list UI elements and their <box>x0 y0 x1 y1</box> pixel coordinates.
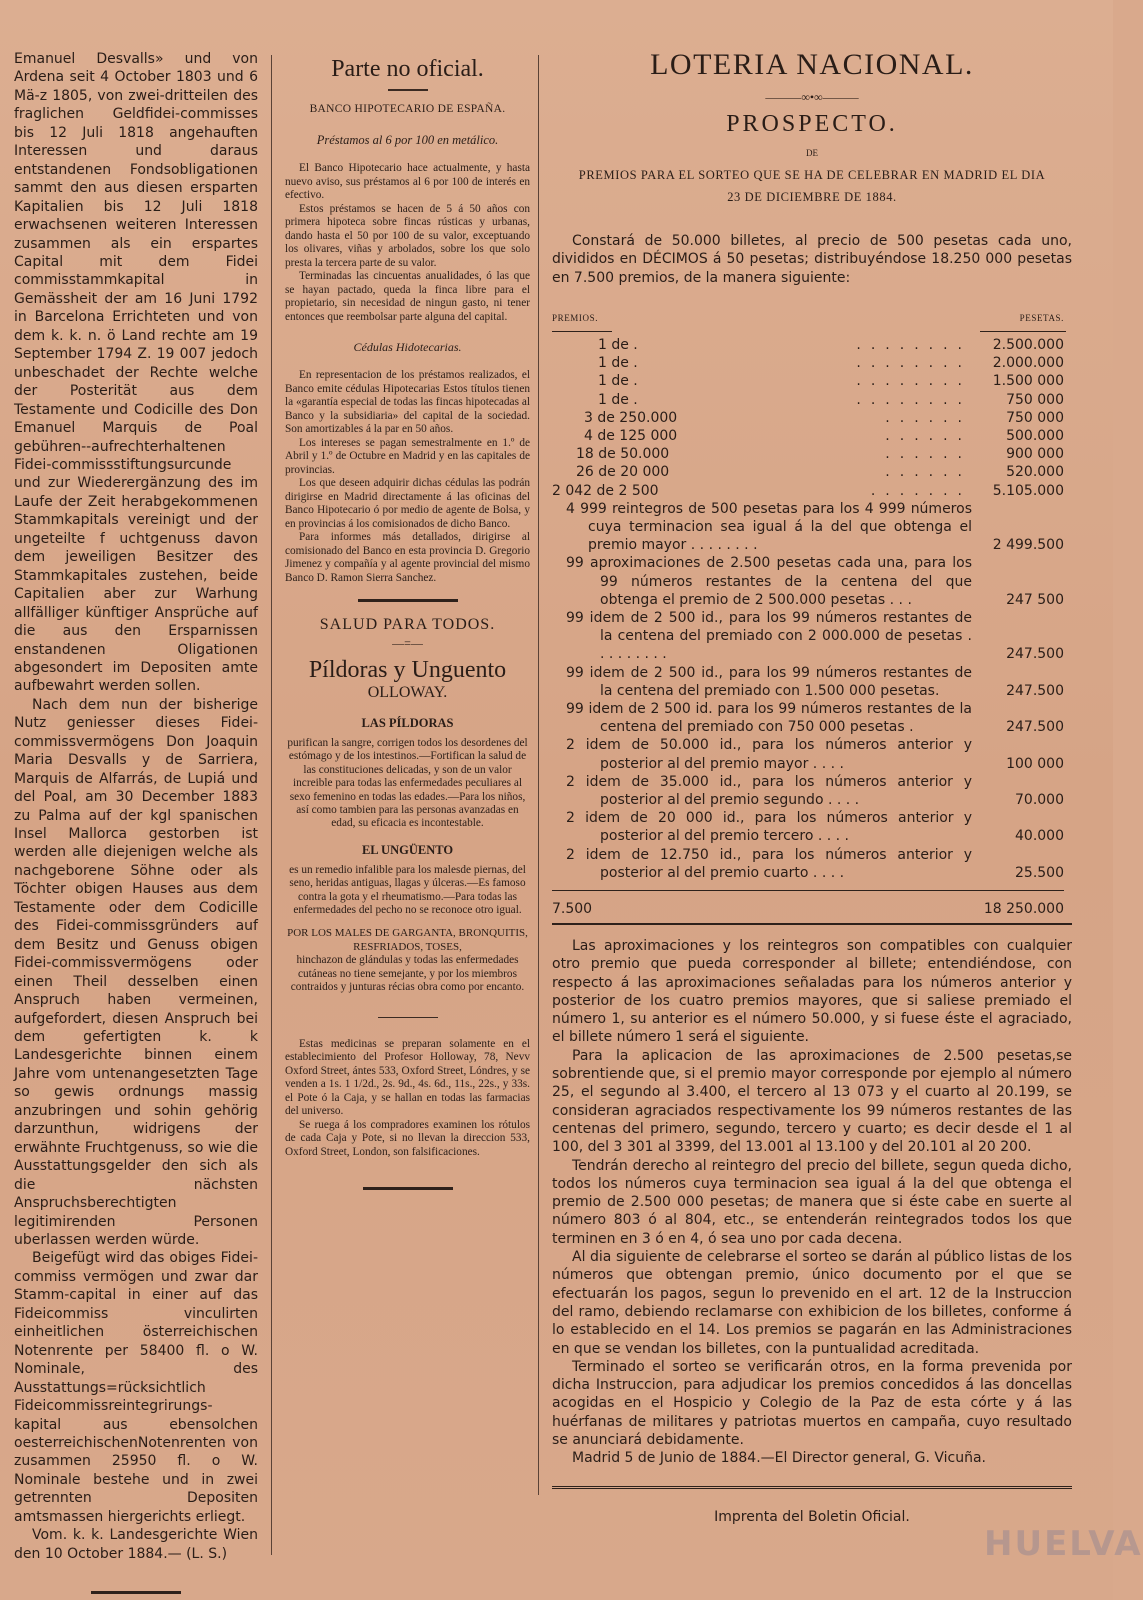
row-amount: 520.000 <box>1006 464 1064 481</box>
row-label: 26 de 20 000 <box>576 464 670 481</box>
ornament: ———∞•∞——— <box>765 90 859 104</box>
table-row <box>552 736 1072 772</box>
table-row: 3 de 250.000 ...... 750 000 <box>552 409 1072 427</box>
end-rule-col2 <box>285 1177 530 1195</box>
loteria-paragraph-1: Las aproximaciones y los reintegros son compatibles con cualquier otro premio que pueda corresponder al billete; entendiéndose, con respecto á las aproximaciones señaladas para los números anterior y posterior de los cuatro premios mayores, que si saliese premiado el número 1, su anterior es el número 50.000, y si fuese éste el agraciado, el billete número 1 será el siguiente. <box>552 937 1072 1046</box>
cedulas-paragraph-3: Los que deseen adquirir dichas cédulas las podrán dirigirse en Madrid directamente á las oficinas del Banco Hipotecario ó por medio de agente de Bolsa, y en provincias á los comisionados de dicho Banco. <box>285 477 530 530</box>
table-row: 4 de 125 000 ...... 500.000 <box>552 427 1072 445</box>
column-parte-no-oficial <box>285 0 530 1195</box>
row-amount: 900 000 <box>1006 446 1064 463</box>
row-amount: 247 500 <box>1006 591 1064 608</box>
row-amount: 2.500.000 <box>992 336 1064 353</box>
row-amount: 100 000 <box>1006 755 1064 772</box>
olloway-heading: OLLOWAY. <box>367 684 448 701</box>
las-pildoras-text: purifican la sangre, corrigen todos los desordenes del estómago y de los intestinos.—Fortifican la salud de las constituciones delicadas, y son de un valor increible para todas las enfermedades peculiares al sexo femenino en todas las edades.—Para los niños, así como tambien para las personas avanzadas en edad, su eficacia es incontestable. <box>287 737 528 830</box>
pildoras-heading: Píldoras y Unguento <box>308 657 507 683</box>
prize-table <box>552 336 1072 882</box>
imprenta-line: Imprenta del Boletin Oficial. <box>714 1508 910 1525</box>
premios-line-2: 23 DE DICIEMBRE DE 1884. <box>727 190 897 204</box>
row-amount: 500.000 <box>1006 427 1064 444</box>
vertical-rule-1 <box>271 55 272 1555</box>
banco-paragraph-2: Estos préstamos se hacen de 5 á 50 años con primera hipoteca sobre fincas rústicas y urbanas, dando hasta el 50 por 100 de su valor, exceptuando los olivares, viñas y arbolados, sobre los que solo presta la tercera parte de su valor. <box>285 202 530 269</box>
row-label: 2 042 de 2 500 <box>552 482 659 499</box>
table-row <box>552 846 1072 882</box>
row-label: 1 de . <box>598 373 638 390</box>
loteria-paragraph-4: Al dia siguiente de celebrarse el sorteo se darán al público listas de los números que obtengan premio, único documento por el que se efectuarán los pagos, segun lo prevenido en el art. 12 de la Instruccion del ramo, debiendo reclamarse con exhibicion de los billetes, conforme á lo establecido en el 14. Los premios se pagarán en las Administraciones en que se vendan los billetes, con la puntualidad acreditada. <box>552 1249 1072 1357</box>
cedulas-paragraph-2: Los intereses se pagan semestralmente en 1.º de Abril y 1.º de Octubre en Madrid y en las capitales de provincias. <box>285 436 530 476</box>
cedulas-paragraph-1: En representacion de los préstamos realizados, el Banco emite cédulas Hipotecarias Estos títulos tienen la «garantía especial de todas las fincas hipotecadas al Banco y la subsidiaria» del capital de la sociedad. Son amortizables á la par en 50 años. <box>285 369 530 435</box>
banco-heading: BANCO HIPOTECARIO DE ESPAÑA. <box>309 103 506 115</box>
salud-ornament: —=— <box>392 636 423 650</box>
premios-line-1: PREMIOS PARA EL SORTEO QUE SE HA DE CELEBRAR EN MADRID EL DIA <box>578 168 1046 182</box>
divider-thick <box>358 599 458 602</box>
row-description: 4 999 reintegros de 500 pesetas para los 4 999 números cuya terminacion sea igual á la del que obtenga el premio mayor . . . . . . . . <box>566 500 972 554</box>
loteria-paragraph-3: Tendrán derecho al reintegro del precio del billete, segun queda dicho, todos los números cuya terminacion sea igual á la del que obtenga el premio de 2.500 000 pesetas; de manera que si éste cabe en suerte al número 803 ó al 804, etc., se entenderán reintegrados todos los que terminen en 3 ó en 4, ó sea uno por cada decena. <box>552 1157 1072 1247</box>
divider-mid <box>378 1017 438 1018</box>
table-row <box>552 773 1072 809</box>
table-row: 1 de . ........ 750 000 <box>552 391 1072 409</box>
holloway-paragraph-2: Se ruega á los compradores examinen los rótulos de cada Caja y Pote, si no llevan la direccion 533, Oxford Street, London, son falsificaciones. <box>285 1118 530 1158</box>
unguento-text: es un remedio infalible para los malesde piernas, del seno, heridas antiguas, llagas y úlceras.—Es famoso contra la gota y el rheumatismo.—Para todas las enfermedades del pecho no se reconoce otro igual. <box>289 863 526 917</box>
males-heading: POR LOS MALES DE GARGANTA, BRONQUITIS, RESFRIADOS, TOSES, <box>287 927 528 953</box>
row-amount: 70.000 <box>1015 791 1064 808</box>
table-row: 2 042 de 2 500 ....... 5.105.000 <box>552 482 1072 500</box>
row-description: 99 aproximaciones de 2.500 pesetas cada una, para los 99 números restantes de la centena del que obtenga el premio de 2 500.000 pesetas . . . <box>566 555 972 608</box>
row-description: 2 idem de 20 000 id., para los números anterior y posterior al del premio tercero . . . . <box>566 810 972 845</box>
cedulas-subheading: Cédulas Hidotecarias. <box>353 340 462 354</box>
row-amount: 247.500 <box>1006 646 1064 663</box>
loteria-signature: Madrid 5 de Junio de 1884.—El Director general, G. Vicuña. <box>572 1450 987 1467</box>
german-signature: Vom. k. k. Landesgerichte Wien den 10 October 1884.— (L. S.) <box>14 1527 258 1562</box>
row-label: 1 de . <box>598 391 638 408</box>
row-description: 2 idem de 35.000 id., para los números anterior y posterior al del premio segundo . . . . <box>566 773 972 808</box>
watermark-huelva: HUELVA <box>984 1524 1143 1564</box>
row-amount: 5.105.000 <box>992 482 1064 499</box>
divider <box>388 89 428 91</box>
total-count: 7.500 <box>552 900 593 917</box>
total-amount: 18 250.000 <box>983 900 1064 917</box>
row-description: 2 idem de 12.750 id., para los números anterior y posterior al del premio cuarto . . . . <box>566 846 972 881</box>
row-description: 99 idem de 2 500 id., para los 99 números restantes de la centena del premiado con 1.500 000 pesetas. <box>566 664 972 699</box>
table-header <box>552 313 1064 323</box>
loteria-intro: Constará de 50.000 billetes, al precio de 500 pesetas cada uno, divididos en DÉCIMOS á 50 pesetas; distribuyéndose 18.250 000 pesetas en 7.500 premios, de la manera siguiente: <box>552 233 1072 286</box>
row-label: 1 de . <box>598 355 638 372</box>
row-amount: 25.500 <box>1015 864 1064 881</box>
table-row <box>552 700 1072 736</box>
row-description: 2 idem de 50.000 id., para los números anterior y posterior al del premio mayor . . . . <box>566 737 972 772</box>
row-amount: 750 000 <box>1006 391 1064 408</box>
unguento-heading: EL UNGÜENTO <box>361 842 454 857</box>
german-paragraph-2: Nach dem nun der bisherige Nutz geniesser dieses Fidei-commissvermögens Don Joaquin Maria Desvalls y de Sarriera, Marquis de Alfarrás, de Lupiá und del Poal, am 30 December 1883 zu Palma auf der kgl spanischen Insel Mallorca gestorben ist werden alle diejenigen welche als nachgeborene Söhne oder als Töchter obigen Hauses aus dem Testamente oder dem Codicille des Fidei-commissgründers auf dem Besitz und Genuss obigen Fidei-commissvermögens oder einen Theil desselben einen Anspruch haben vermeinen, aufgefordert, diesen Anspruch bei dem gefertigten k. k Landesgerichte binnen einem Jahre vom untenangesetzten Tage so gewis ordnungs massig anzubringen und sohin gehörig darzunthun, widrigens der erwähnte Fruchtgenuss, so wie die Ausstattungsgelder den sich als die nächsten Anspruchsberechtigten legitimirenden Personen uberlassen werden würde. <box>14 696 258 1248</box>
banco-paragraph-1: El Banco Hipotecario hace actualmente, y hasta nuevo aviso, sus préstamos al 6 por 100 de interés en efectivo. <box>285 162 530 201</box>
footer-rule <box>552 1486 1072 1489</box>
las-pildoras-heading: LAS PÍLDORAS <box>361 716 454 730</box>
row-amount: 750 000 <box>1006 409 1064 426</box>
row-amount: 2.000.000 <box>992 355 1064 372</box>
table-row: 1 de . ........ 1.500 000 <box>552 372 1072 390</box>
salud-heading: SALUD PARA TODOS. <box>319 616 496 633</box>
column-german-notice <box>14 50 258 1599</box>
end-rule-col1 <box>14 1581 258 1599</box>
table-row: 1 de . ........ 2.000.000 <box>552 354 1072 372</box>
row-description: 99 idem de 2 500 id., para los 99 números restantes de la centena del premiado con 2 000.000 de pesetas . . . . . . . . . <box>566 609 972 663</box>
premios-heading <box>552 164 1072 208</box>
de-label: DE <box>806 148 818 158</box>
row-amount: 247.500 <box>1006 682 1064 699</box>
row-label: 1 de . <box>598 336 638 353</box>
row-label: 3 de 250.000 <box>584 409 678 426</box>
males-text: hinchazon de glándulas y todas las enfermedades cutáneas no tiene semejante, y por los miembros contraidos y junturas récias obra como por encanto. <box>290 954 525 994</box>
table-row <box>552 664 1072 700</box>
col-premios-header: PREMIOS. <box>552 312 599 323</box>
totals-rule <box>552 923 1072 925</box>
row-description: 99 idem de 2 500 id. para los 99 números restantes de la centena del premiado con 750 000 pesetas . <box>566 700 972 736</box>
loteria-title: LOTERIA NACIONAL. <box>650 48 974 81</box>
prestamos-subheading: Préstamos al 6 por 100 en metálico. <box>316 133 499 147</box>
banco-paragraph-3: Terminadas las cincuentas anualidades, ó las que se hayan pactado, queda la finca libre para el propietario, sin necesidad de ningun gasto, ni tener entonces que reembolsar parte alguna del capital. <box>285 270 530 323</box>
german-paragraph-1: Emanuel Desvalls» und von Ardena seit 4 October 1803 und 6 Mä-z 1805, von zwei-dritteilen des fraglichen Geldfidei-commisses bis 12 Juli 1818 angehauften Interessen und daraus entstandenen Fondsobligationen sammt den aus diesen ersparten Kapitalien bis 12 Juli 1818 erwachsenen weiteren Interessen zusammen als ein erspartes Capital mit dem Fidei commisstammkapital in Gemässheit der am 16 Juni 1792 in Barcelona Errichteten und von dem k. k. n. ö Land rechte am 19 September 1794 Z. 19 007 jedoch unbeschadet der Rechte welche der Posterität aus dem Testamente und Codicille des Don Emanuel Marquis de Poal gebühren--aufrechterhaltenen Fidei-commissstiftungsurcunde und zur Wiederergänzung des im Laufe der Zeit herabgekommenen Stammkapitals vereinigt und der ungeteilte f uchtgenuss davon dem jeweiligen Besitzer des Stammkapitales zustehen, beide Capitalien aber zur Warhung allfälliger künftiger Ansprüche auf die aus den Ersparnissen enstandenen Oligationen abgesondert im Depositen amte aufbewahrt werden sollen. <box>14 51 258 695</box>
header-rules <box>552 331 1072 332</box>
totals-row <box>552 890 1064 917</box>
table-row: 26 de 20 000 ...... 520.000 <box>552 463 1072 481</box>
loteria-paragraph-2: Para la aplicacion de las aproximaciones de 2.500 pesetas,se sobrentiende que, si el premio mayor corresponde por ejemplo al número 25, el segundo al 3.400, el tercero al 13 073 y el cuarto al 20.199, se consideran agraciados respectivamente los 99 números restantes de las centenas del primero, segundo, tercero y cuarto; es decir desde el 1 al 100, del 3 301 al 3399, del 13.001 al 13.100 y del 20.101 al 20 200. <box>552 1047 1072 1156</box>
table-row: 18 de 50.000 ...... 900 000 <box>552 445 1072 463</box>
prospecto-heading: PROSPECTO. <box>726 111 898 137</box>
table-row <box>552 809 1072 845</box>
row-amount: 1.500 000 <box>992 373 1064 390</box>
table-row: 1 de . ........ 2.500.000 <box>552 336 1072 354</box>
cedulas-paragraph-4: Para informes más detallados, dirigirse al comisionado del Banco en esta provincia D. Gregorio Jimenez y compañía y al agente provincial del mismo Banco D. Ramon Sierra Sanchez. <box>285 531 530 584</box>
vertical-rule-2 <box>538 55 539 1495</box>
col-pesetas-header: PESETAS. <box>1019 312 1064 323</box>
table-row <box>552 554 1072 609</box>
row-amount: 40.000 <box>1015 828 1064 845</box>
column-loteria <box>552 0 1072 1525</box>
table-row <box>552 609 1072 664</box>
table-row <box>552 500 1072 555</box>
row-label: 18 de 50.000 <box>576 446 670 463</box>
row-amount: 247.500 <box>1006 719 1064 736</box>
section-heading: Parte no oficial. <box>331 56 484 82</box>
loteria-paragraph-5: Terminado el sorteo se verificarán otros, en la forma prevenida por dicha Instruccion, para adjudicar los premios concedidos á las doncellas acogidas en el Hospicio y Colegio de la Paz de esta córte y á las huérfanas de militares y patriotas muertos en campaña, cuyo resultado se anunciará debidamente. <box>552 1358 1072 1448</box>
german-paragraph-3: Beigefügt wird das obiges Fidei-commiss vermögen und zwar dar Stamm-capital in einer auf das Fideicommiss vinculirten einheitlichen österreichischen Notenrente per 58400 fl. o W. Nominale, des Ausstattungs=rücksichtlich Fideicommissreintegrirungs-kapital aus ebensolchen oesterreichischenNotenrenten von zusammen 25950 fl. o W. Nominale bestehe und in zwei getrennten Depositen amtsmassen hiergerichts erliegt. <box>14 1250 258 1525</box>
holloway-paragraph-1: Estas medicinas se preparan solamente en el establecimiento del Profesor Holloway, 78, Nevv Oxford Street, ántes 533, Oxford Street, Lóndres, y se venden a 1s. 1 1/2d., 2s. 9d., 4s. 6d., 11s., 22s., y 33s. el Pote ó la Caja, y se hallan en todas las farmacias del universo. <box>285 1037 530 1117</box>
row-amount: 2 499.500 <box>992 537 1064 554</box>
row-label: 4 de 125 000 <box>584 427 678 444</box>
